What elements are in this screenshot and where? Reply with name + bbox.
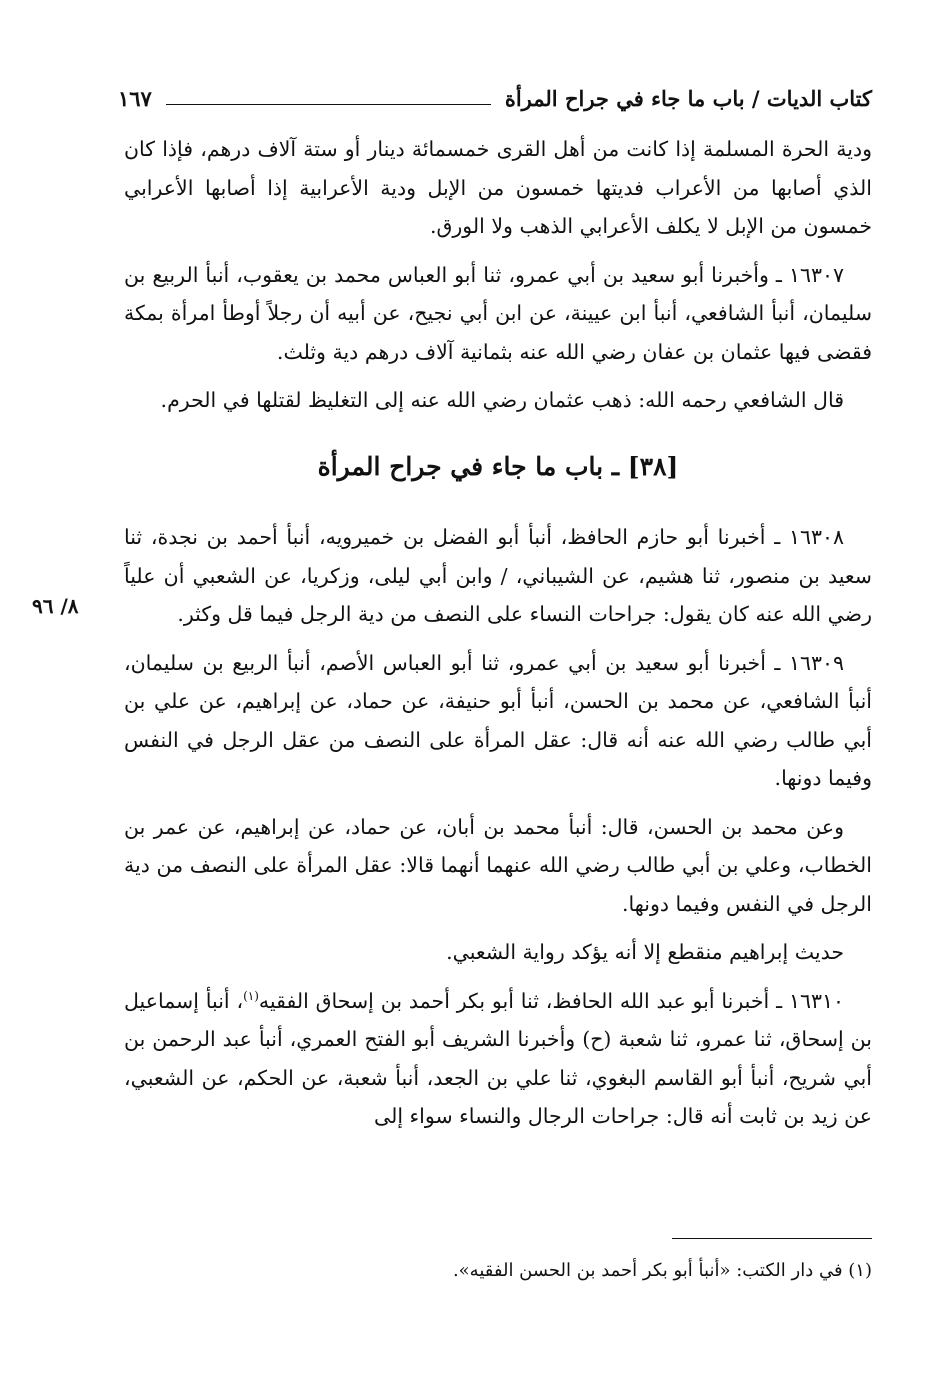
header-rule — [166, 104, 491, 105]
footnote-reference: (١) — [243, 988, 259, 1003]
margin-volume-page-note: ٨/ ٩٦ — [32, 594, 79, 618]
hadith-16310-part-a: ١٦٣١٠ ـ أخبرنا أبو عبد الله الحافظ، ثنا أبو بكر أحمد بن إسحاق الفقيه — [258, 988, 844, 1013]
hadith-16308: ١٦٣٠٨ ـ أخبرنا أبو حازم الحافظ، أنبأ أبو الفضل بن خميرويه، أنبأ أحمد بن نجدة، ثنا سعيد بن منصور، ثنا هشيم، عن الشيباني، / وابن أبي ليلى، وزكريا، عن الشعبي أن علياً رضي الله عنه كان يقول: جراحات النساء على النصف من دية الرجل فيما قل وكثر. — [124, 525, 872, 626]
paragraph-diya-of-women: ودية الحرة المسلمة إذا كانت من أهل القرى خمسمائة دينار أو ستة آلاف درهم، فإذا كان الذي أصابها من الأعراب فديتها خمسون من الإبل ودية الأعرابية إذا أصابها الأعرابي خمسون من الإبل لا يكلف الأعرابي الذهب ولا الورق. — [124, 137, 872, 238]
page-number: ١٦٧ — [118, 85, 152, 111]
footnote-divider — [672, 1238, 872, 1239]
hadith-16310 — [124, 982, 872, 1136]
shafii-comment: قال الشافعي رحمه الله: ذهب عثمان رضي الله عنه إلى التغليظ لقتلها في الحرم. — [160, 388, 844, 412]
header-title: كتاب الديات / باب ما جاء في جراح المرأة — [504, 85, 872, 111]
ibrahim-comment: حديث إبراهيم منقطع إلا أنه يؤكد رواية الشعبي. — [446, 940, 844, 964]
footnote: (١) في دار الكتب: «أنبأ أبو بكر أحمد بن الحسن الفقيه». — [452, 1260, 872, 1281]
hadith-16310-part-b: ، أنبأ إسماعيل بن إسحاق، ثنا عمرو، ثنا شعبة (ح) وأخبرنا الشريف أبو الفتح العمري، أنبأ عبد الرحمن بن أبي شريح، أنبأ أبو القاسم البغوي، ثنا علي بن الجعد، أنبأ شعبة، عن الحكم، عن الشعبي، عن زيد بن ثابت أنه قال: جراحات الرجال والنساء سواء إلى — [124, 988, 872, 1128]
hadith-16309: ١٦٣٠٩ ـ أخبرنا أبو سعيد بن أبي عمرو، ثنا أبو العباس الأصم، أنبأ الربيع بن سليمان، أنبأ الشافعي، عن محمد بن الحسن، أنبأ أبو حنيفة، عن حماد، عن إبراهيم، عن علي بن أبي طالب رضي الله عنه أنه قال: عقل المرأة على النصف من عقل الرجل في النفس وفيما دونها. — [124, 650, 872, 790]
narration-muhammad-ibn-al-hasan: وعن محمد بن الحسن، قال: أنبأ محمد بن أبان، عن حماد، عن إبراهيم، عن عمر بن الخطاب، وعلي بن أبي طالب رضي الله عنهما أنهما قالا: عقل المرأة على النصف من دية الرجل في النفس وفيما دونها. — [124, 814, 872, 916]
running-header — [118, 78, 872, 118]
page-body — [124, 130, 872, 1146]
hadith-16307: ١٦٣٠٧ ـ وأخبرنا أبو سعيد بن أبي عمرو، ثنا أبو العباس محمد بن يعقوب، أنبأ الربيع بن سليمان، أنبأ الشافعي، أنبأ ابن عيينة، عن ابن أبي نجيح، عن أبيه أن رجلاً أوطأ امرأة بمكة فقضى فيها عثمان بن عفان رضي الله عنه بثمانية آلاف درهم دية وثلث. — [124, 262, 872, 364]
section-heading: [٣٨] ـ باب ما جاء في جراح المرأة — [317, 451, 679, 481]
